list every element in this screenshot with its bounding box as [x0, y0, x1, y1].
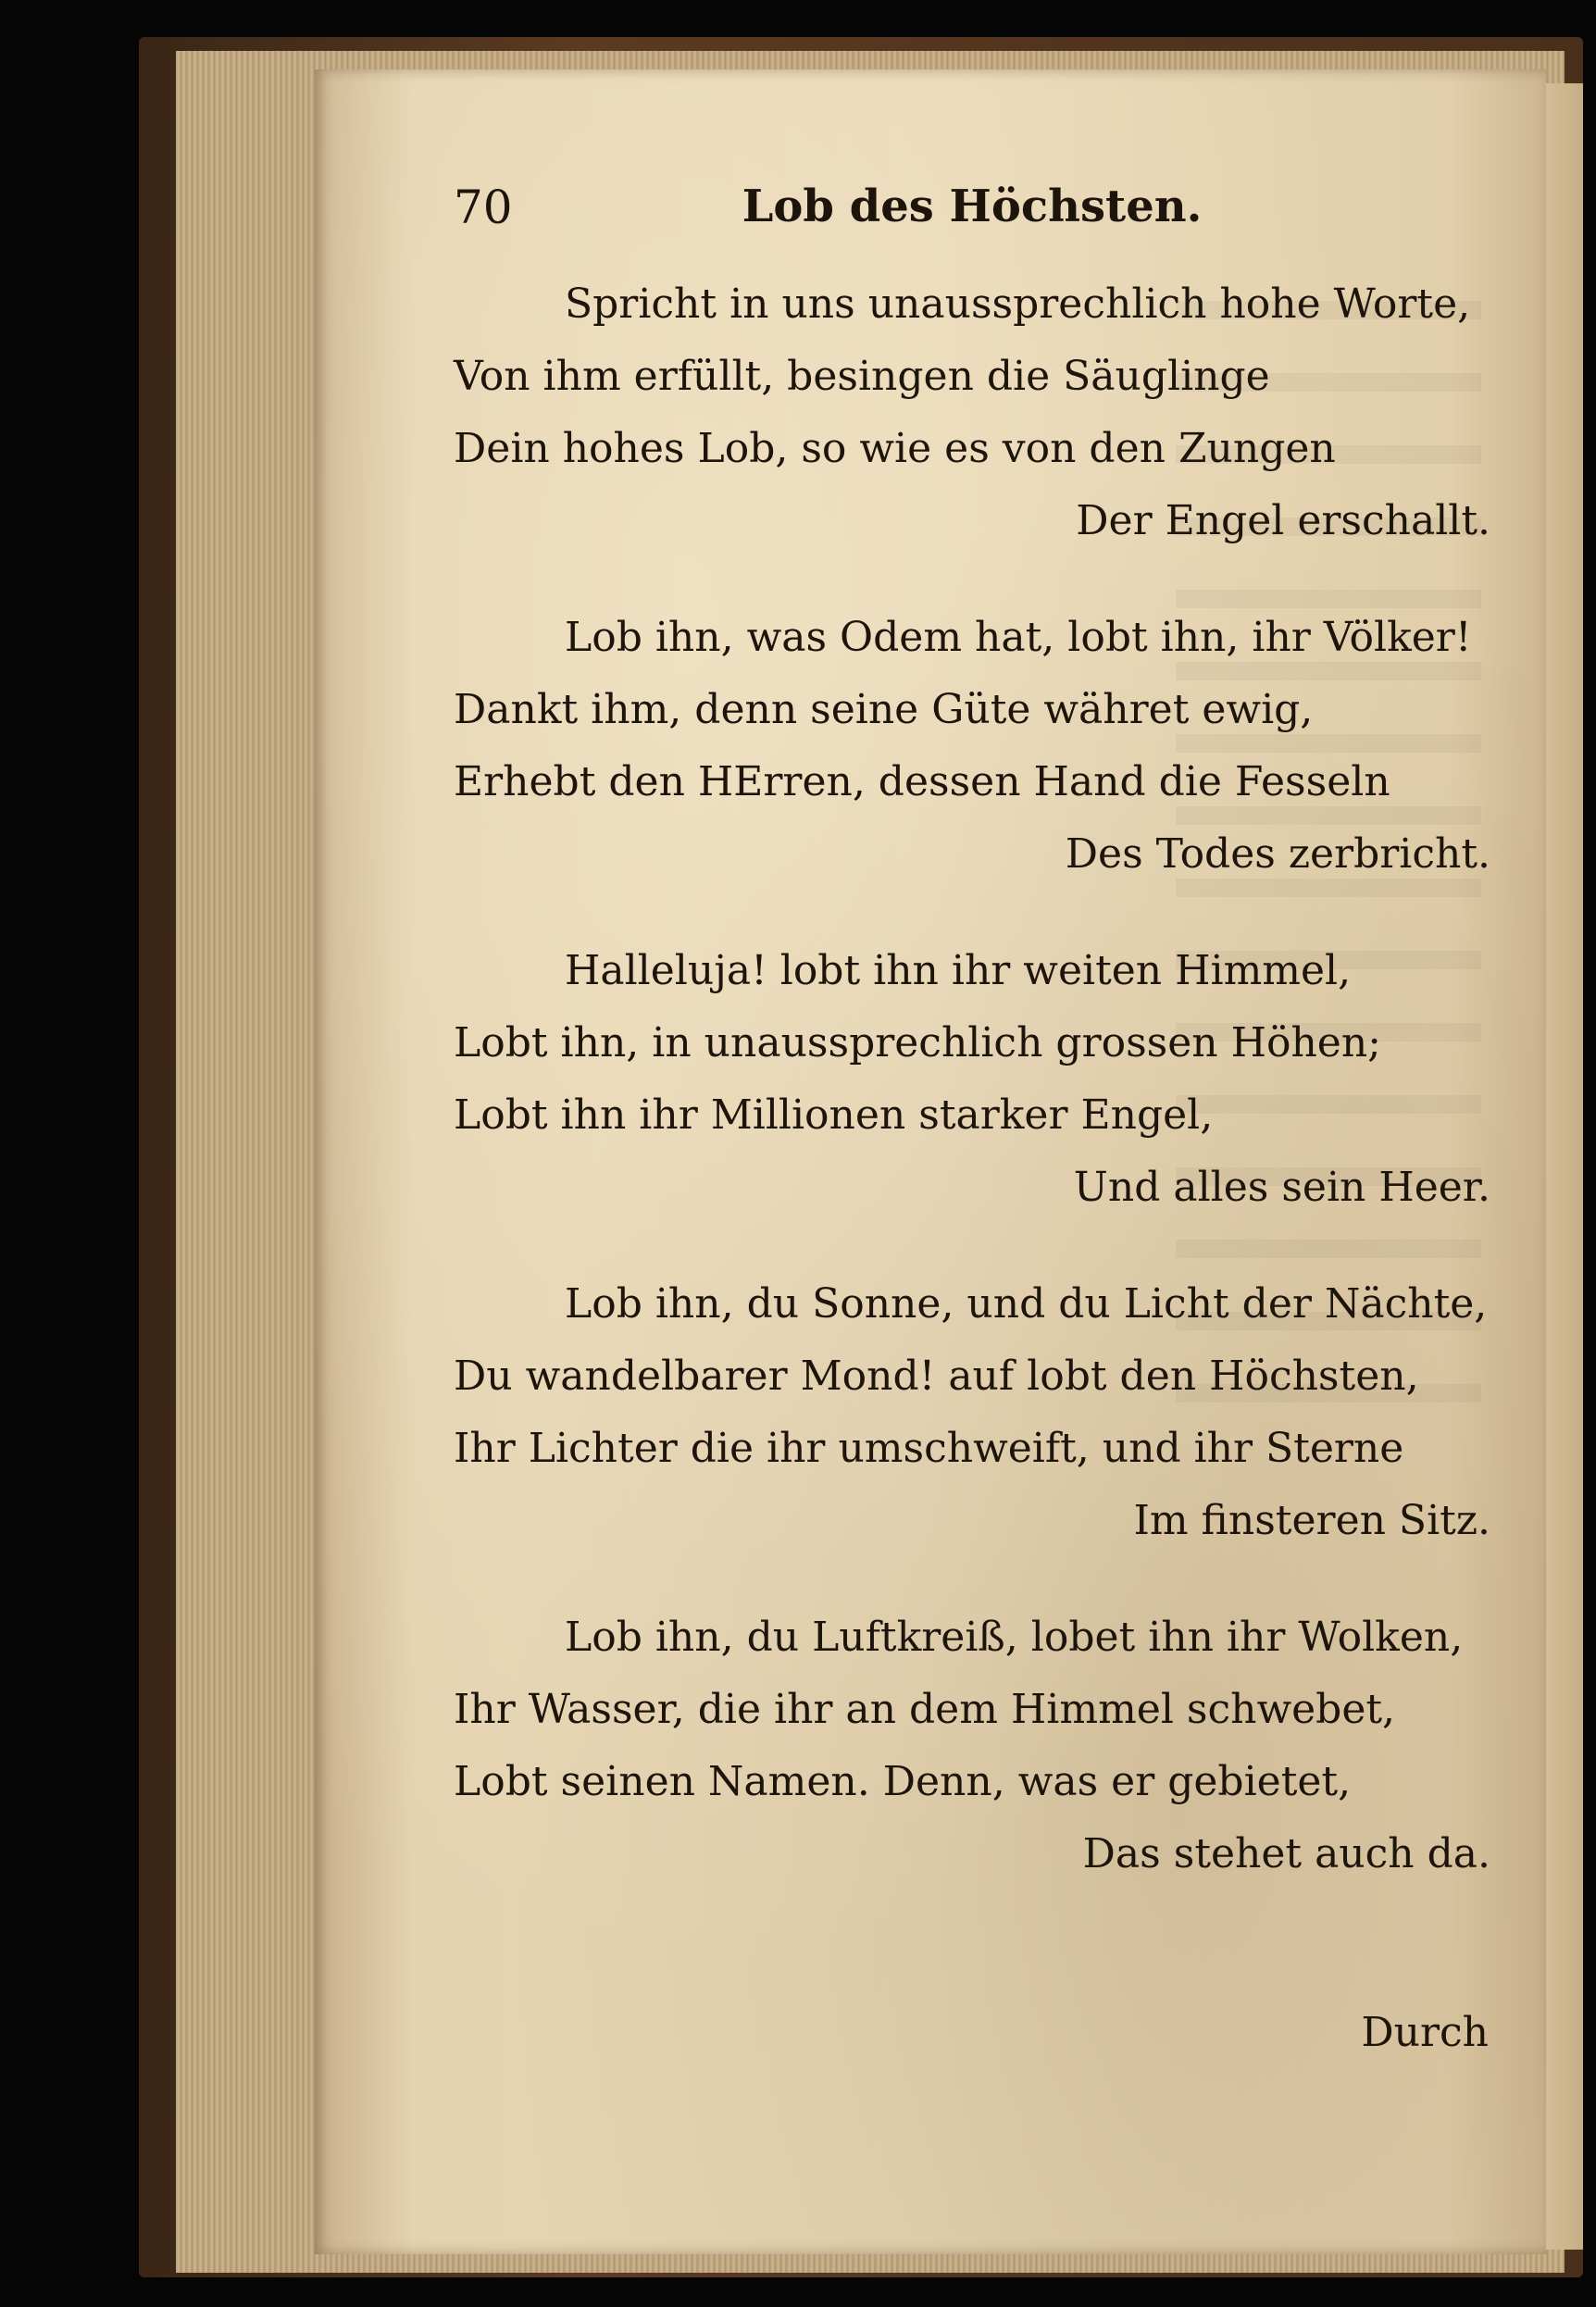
verse-line: Lobt ihn ihr Millionen starker Engel,: [454, 1091, 1214, 1139]
catchword: Durch: [1361, 2009, 1489, 2056]
verse-refrain: Und alles sein Heer.: [1073, 1164, 1490, 1211]
verse-line: Lobt ihn, in unaussprechlich grossen Höhen;: [454, 1019, 1382, 1066]
verse-refrain: Der Engel erschallt.: [1076, 497, 1490, 544]
verse-line: Ihr Lichter die ihr umschweift, und ihr Sterne: [454, 1425, 1404, 1472]
page-header: [454, 181, 1490, 245]
verse-line: Dein hohes Lob, so wie es von den Zungen: [454, 425, 1336, 472]
verse-refrain: Des Todes zerbricht.: [1065, 830, 1490, 878]
verse-refrain: Im finsteren Sitz.: [1133, 1497, 1490, 1544]
verse-line: Du wandelbarer Mond! auf lobt den Höchsten,: [454, 1353, 1419, 1400]
book-page: [315, 69, 1546, 2254]
verse-line: Lob ihn, du Luftkreiß, lobet ihn ihr Wolken,: [565, 1614, 1464, 1661]
verse-refrain: Das stehet auch da.: [1082, 1830, 1490, 1877]
verse-line: Lob ihn, was Odem hat, lobt ihn, ihr Völker!: [565, 614, 1472, 661]
running-title: Lob des Höchsten.: [742, 181, 1203, 232]
verse-line: Dankt ihm, denn seine Güte währet ewig,: [454, 686, 1314, 733]
verse-line: Ihr Wasser, die ihr an dem Himmel schwebet,: [454, 1686, 1396, 1733]
verse-line: Spricht in uns unaussprechlich hohe Worte,: [565, 281, 1471, 328]
verse-line: Halleluja! lobt ihn ihr weiten Himmel,: [565, 947, 1352, 994]
verse-line: Lobt seinen Namen. Denn, was er gebietet,: [454, 1758, 1352, 1805]
verse-line: Von ihm erfüllt, besingen die Säuglinge: [454, 353, 1270, 400]
verse-line: Erhebt den HErren, dessen Hand die Fesseln: [454, 758, 1390, 805]
verse-line: Lob ihn, du Sonne, und du Licht der Nächte,: [565, 1280, 1488, 1328]
page-number: 70: [454, 181, 513, 234]
